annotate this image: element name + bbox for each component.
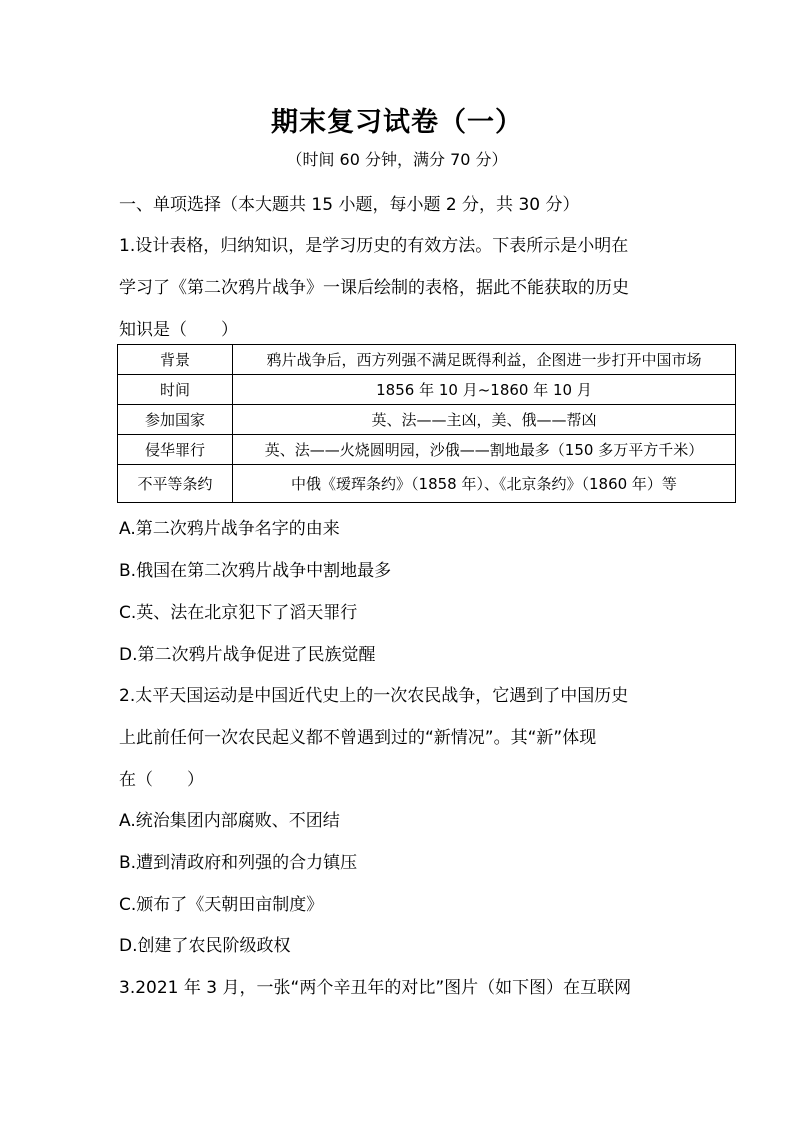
- table-label-cell: 不平等条约: [118, 465, 233, 503]
- exam-subtitle: （时间 60 分钟，满分 70 分）: [286, 150, 508, 169]
- q2-stem-line-2: 上此前任何一次农民起义都不曾遇到过的“新情况”。其“新”体现: [119, 728, 597, 748]
- table-label-cell: 时间: [118, 375, 233, 405]
- q3-stem-line-1: 3.2021 年 3 月，一张“两个辛丑年的对比”图片（如下图）在互联网: [119, 978, 632, 998]
- table-row: [118, 435, 736, 465]
- table-row: [118, 345, 736, 375]
- q2-stem-line-3: 在（ ）: [119, 770, 204, 790]
- q1-stem-line-2: 学习了《第二次鸦片战争》一课后绘制的表格，据此不能获取的历史: [119, 278, 629, 298]
- q1-option-d: D.第二次鸦片战争促进了民族觉醒: [119, 645, 376, 665]
- table-value-cell: 英、法——火烧圆明园，沙俄——割地最多（150 多万平方千米）: [233, 435, 736, 465]
- table-row: [118, 405, 736, 435]
- q2-stem-line-1: 2.太平天国运动是中国近代史上的一次农民战争，它遇到了中国历史: [119, 686, 629, 706]
- table-value-cell: 1856 年 10 月~1860 年 10 月: [233, 375, 736, 405]
- table-value-cell: 英、法——主凶，美、俄——帮凶: [233, 405, 736, 435]
- q1-option-a: A.第二次鸦片战争名字的由来: [119, 519, 340, 539]
- q1-option-c: C.英、法在北京犯下了滔天罪行: [119, 603, 358, 623]
- q2-option-a: A.统治集团内部腐败、不团结: [119, 811, 340, 831]
- table-label-cell: 侵华罪行: [118, 435, 233, 465]
- q1-stem-line-1: 1.设计表格，归纳知识，是学习历史的有效方法。下表所示是小明在: [119, 236, 629, 256]
- q1-table: [117, 344, 736, 503]
- section-heading: 一、单项选择（本大题共 15 小题，每小题 2 分，共 30 分）: [119, 195, 580, 215]
- q2-option-d: D.创建了农民阶级政权: [119, 936, 291, 956]
- q1-option-b: B.俄国在第二次鸦片战争中割地最多: [119, 561, 392, 581]
- table-label-cell: 背景: [118, 345, 233, 375]
- table-row: [118, 375, 736, 405]
- table-row: [118, 465, 736, 503]
- page-title: 期末复习试卷（一）: [271, 107, 523, 138]
- q1-stem-line-3: 知识是（ ）: [119, 320, 238, 340]
- table-label-cell: 参加国家: [118, 405, 233, 435]
- table-value-cell: 中俄《瑷珲条约》（1858 年）、《北京条约》（1860 年）等: [233, 465, 736, 503]
- table-value-cell: 鸦片战争后，西方列强不满足既得利益，企图进一步打开中国市场: [233, 345, 736, 375]
- q2-option-b: B.遭到清政府和列强的合力镇压: [119, 853, 358, 873]
- q2-option-c: C.颁布了《天朝田亩制度》: [119, 895, 324, 915]
